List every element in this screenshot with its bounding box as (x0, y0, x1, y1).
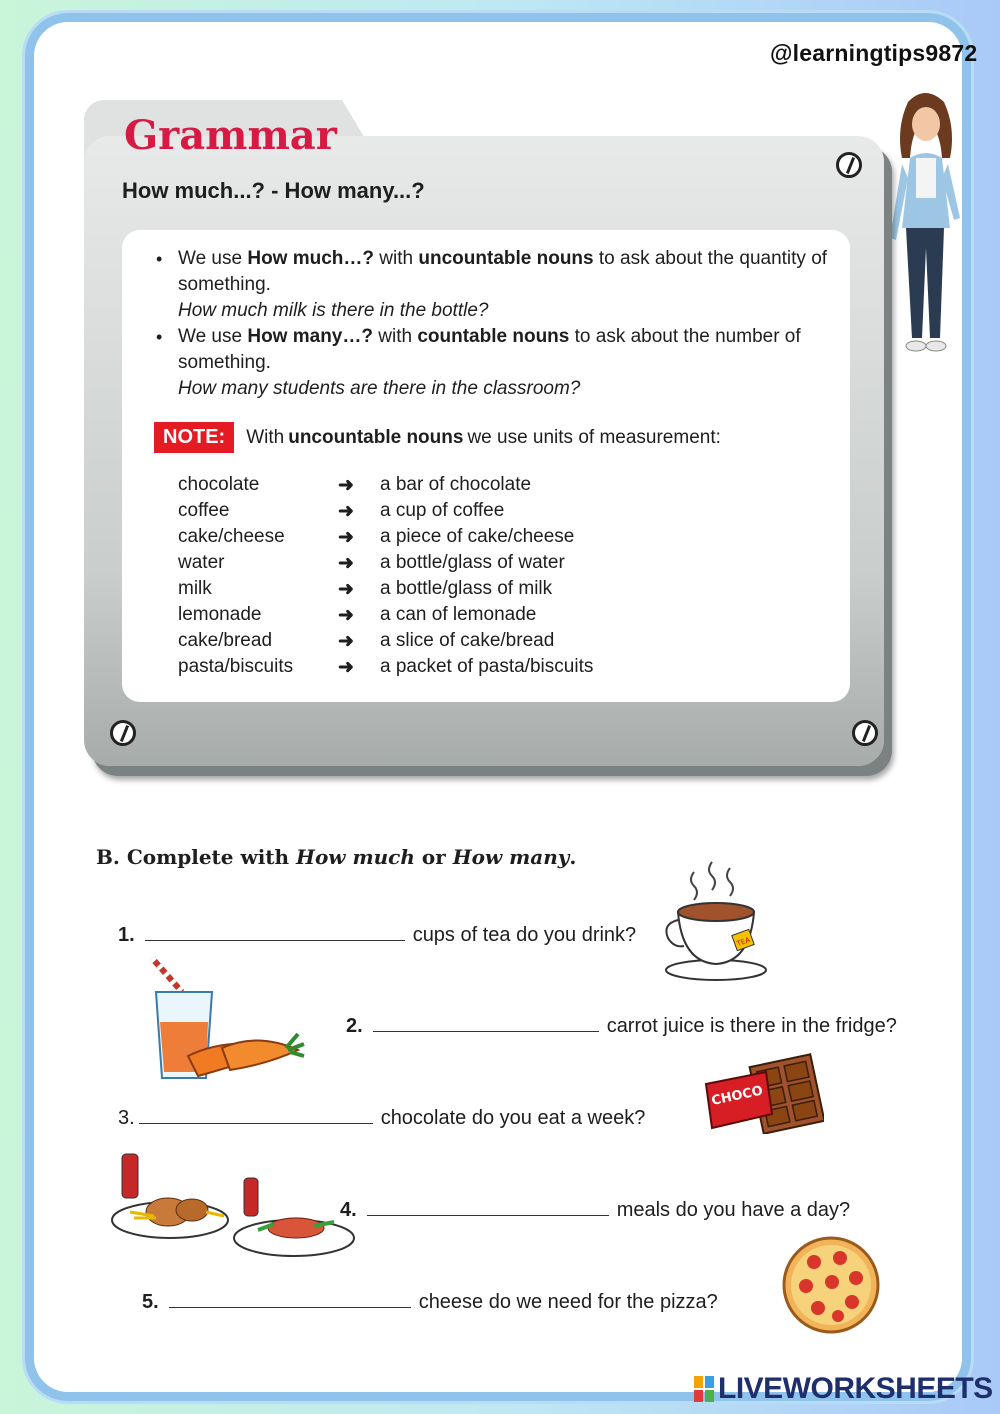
arrow-icon: ➜ (338, 657, 354, 678)
answer-blank[interactable] (139, 1122, 373, 1124)
question-3: 3. chocolate do you eat a week? (118, 1107, 646, 1129)
meals-image (108, 1150, 360, 1262)
question-4: 4. meals do you have a day? (340, 1199, 851, 1221)
svg-text:CHOCO: CHOCO (710, 1083, 765, 1109)
rule-how-many: • We use How many…? with countable nouns to ask about the number of something. How many students are there in the classroom? (156, 326, 801, 399)
liveworksheets-logo: LIVEWORKSHEETS (694, 1372, 993, 1406)
note-badge: NOTE: (154, 422, 234, 453)
grammar-subtitle: How much...? - How many...? (122, 178, 425, 203)
grammar-panel (78, 100, 908, 780)
question-1: 1. cups of tea do you drink? (118, 924, 637, 946)
answer-blank[interactable] (373, 1030, 599, 1032)
svg-text:TEA: TEA (735, 935, 752, 949)
grammar-rules-box: • We use How much…? with uncountable nouns to ask about the quantity of something. How much milk is there in the bottle? • We use How many…? with countable nouns to ask about the number of something. How many students are there in the classroom? NOTE: With uncountable nouns we use units of measurement: chocolate ➜ a bar of chocolate coffee ➜ a cup of coffee cake/cheese ➜ a piece of cake/cheese water ➜ a bottle/glass of water milk ➜ a bottle/glass of milk lemonade ➜ a can of lemonade cake/bread ➜ a slice of cake/bread pasta/biscuits ➜ a packet of pasta/biscuits (122, 230, 850, 702)
chocolate-bar-image (700, 1052, 824, 1134)
screw-icon (852, 720, 878, 746)
answer-blank[interactable] (145, 939, 405, 941)
screw-icon (110, 720, 136, 746)
question-2: 2. carrot juice is there in the fridge? (346, 1015, 897, 1037)
author-handle: @learningtips9872 (770, 40, 978, 66)
rule-how-much: • We use How much…? with uncountable nouns to ask about the quantity of something. How much milk is there in the bottle? (156, 248, 828, 321)
question-5: 5. cheese do we need for the pizza? (142, 1291, 718, 1313)
arrow-icon: ➜ (338, 579, 354, 600)
arrow-icon: ➜ (338, 501, 354, 522)
logo-icon (694, 1376, 714, 1402)
arrow-icon: ➜ (338, 553, 354, 574)
arrow-icon: ➜ (338, 605, 354, 626)
example-sentence: How much milk is there in the bottle? (178, 300, 489, 321)
carrot-juice-image (148, 952, 310, 1086)
example-sentence: How many students are there in the classroom? (178, 378, 581, 399)
tea-cup-image (660, 858, 772, 984)
exercise-title: B. Complete with How much or How many. (96, 845, 577, 869)
arrow-icon: ➜ (338, 631, 354, 652)
screw-icon (836, 152, 862, 178)
note-row: NOTE: With uncountable nouns we use units of measurement: (154, 422, 721, 453)
grammar-title: Grammar (124, 112, 337, 159)
answer-blank[interactable] (169, 1306, 411, 1308)
bullet-icon: • (156, 327, 163, 347)
pizza-image (782, 1236, 880, 1334)
answer-blank[interactable] (367, 1214, 609, 1216)
arrow-icon: ➜ (338, 475, 354, 496)
bullet-icon: • (156, 249, 163, 269)
arrow-icon: ➜ (338, 527, 354, 548)
